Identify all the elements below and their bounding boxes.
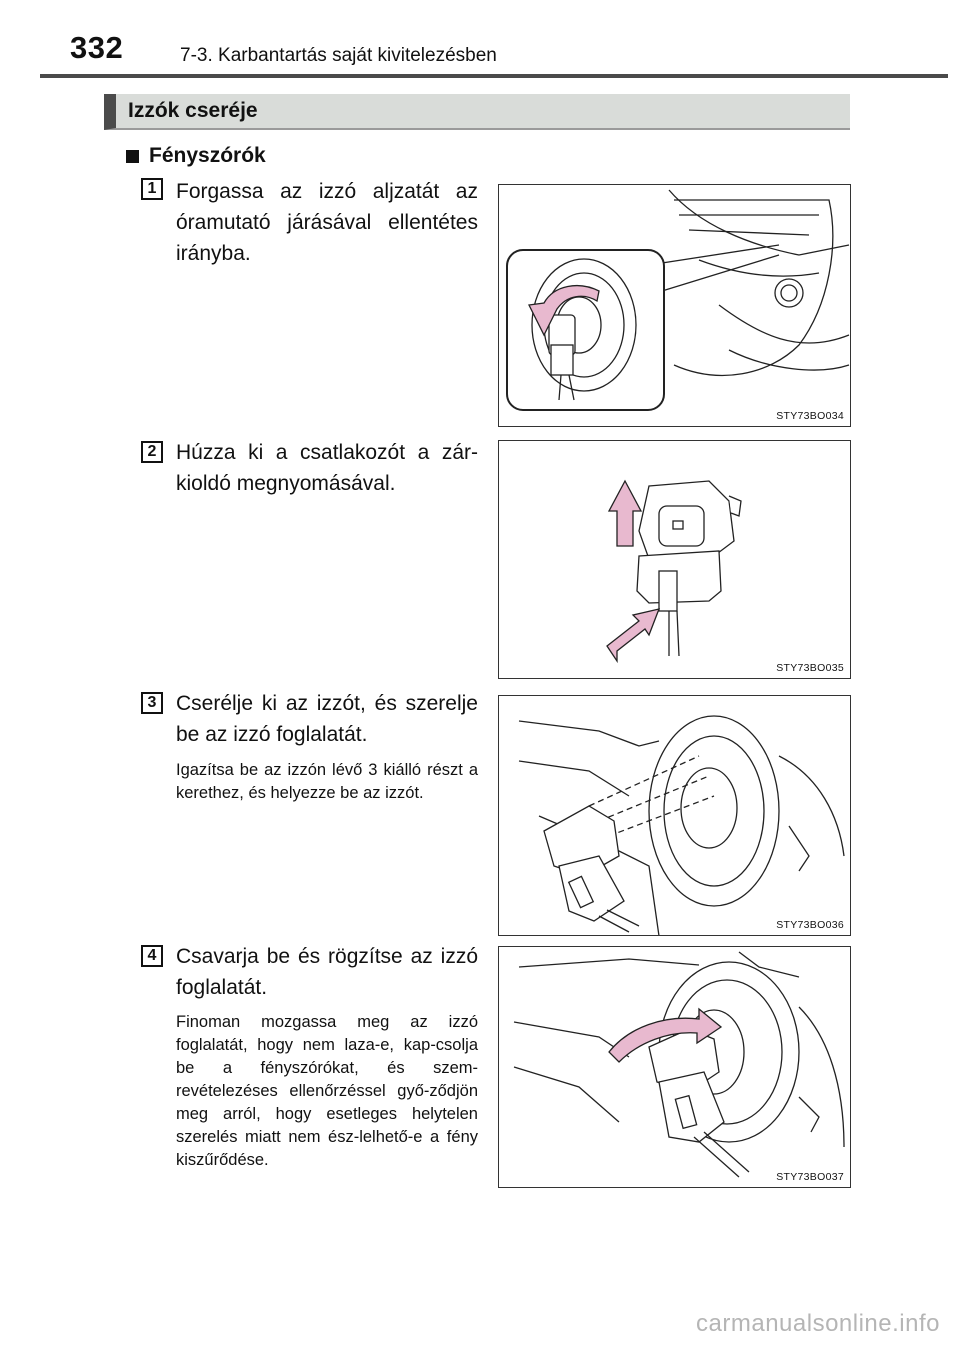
step-text-4: Csavarja be és rögzítse az izzó foglalatát. xyxy=(176,945,478,999)
header-rule xyxy=(40,74,948,78)
step-text-2: Húzza ki a csatlakozót a zár-kioldó megnyomásával. xyxy=(176,441,478,495)
step-number-1: 1 xyxy=(141,178,163,200)
bulb-insert-illustration xyxy=(499,696,851,936)
subsection-heading xyxy=(126,144,266,168)
step-text-3: Cserélje ki az izzót, és szerelje be az izzó foglalatát. xyxy=(176,692,478,746)
step-note-4: Finoman mozgassa meg az izzó foglalatát, hogy nem laza-e, kap-csolja be a fényszórókat, és szem-revételezéses ellenőrzéssel győ-ződjön meg arról, hogy esetleges helytelen szerelés miatt nem ész-lelhető-e a fény kiszűrődése. xyxy=(176,1013,478,1169)
figure-code-1: STY73BO034 xyxy=(776,410,844,422)
page-number: 332 xyxy=(70,30,124,65)
bulb-socket-rotate-illustration xyxy=(499,185,851,427)
step-text-1: Forgassa az izzó aljzatát az óramutató járásával ellentétes irányba. xyxy=(176,180,478,265)
step-number-4: 4 xyxy=(141,945,163,967)
step-number-3: 3 xyxy=(141,692,163,714)
step-note-3: Igazítsa be az izzón lévő 3 kiálló részt a kerethez, és helyezze be az izzót. xyxy=(176,761,478,802)
section-bar xyxy=(104,94,850,130)
pull-up-arrow-icon xyxy=(609,481,641,546)
connector-release-illustration xyxy=(499,441,851,679)
figure-2 xyxy=(498,440,851,679)
step-number-2: 2 xyxy=(141,441,163,463)
bulb-socket-tighten-illustration xyxy=(499,947,851,1188)
figure-4 xyxy=(498,946,851,1188)
figure-3 xyxy=(498,695,851,936)
press-arrow-icon xyxy=(607,609,659,661)
figure-code-4: STY73BO037 xyxy=(776,1171,844,1183)
figure-1 xyxy=(498,184,851,427)
watermark: carmanualsonline.info xyxy=(696,1310,940,1337)
chapter-title: 7-3. Karbantartás saját kivitelezésben xyxy=(180,45,497,66)
section-title: Izzók cseréje xyxy=(128,99,258,122)
subsection-title: Fényszórók xyxy=(149,144,266,167)
figure-code-3: STY73BO036 xyxy=(776,919,844,931)
square-bullet-icon xyxy=(126,150,139,163)
figure-code-2: STY73BO035 xyxy=(776,662,844,674)
